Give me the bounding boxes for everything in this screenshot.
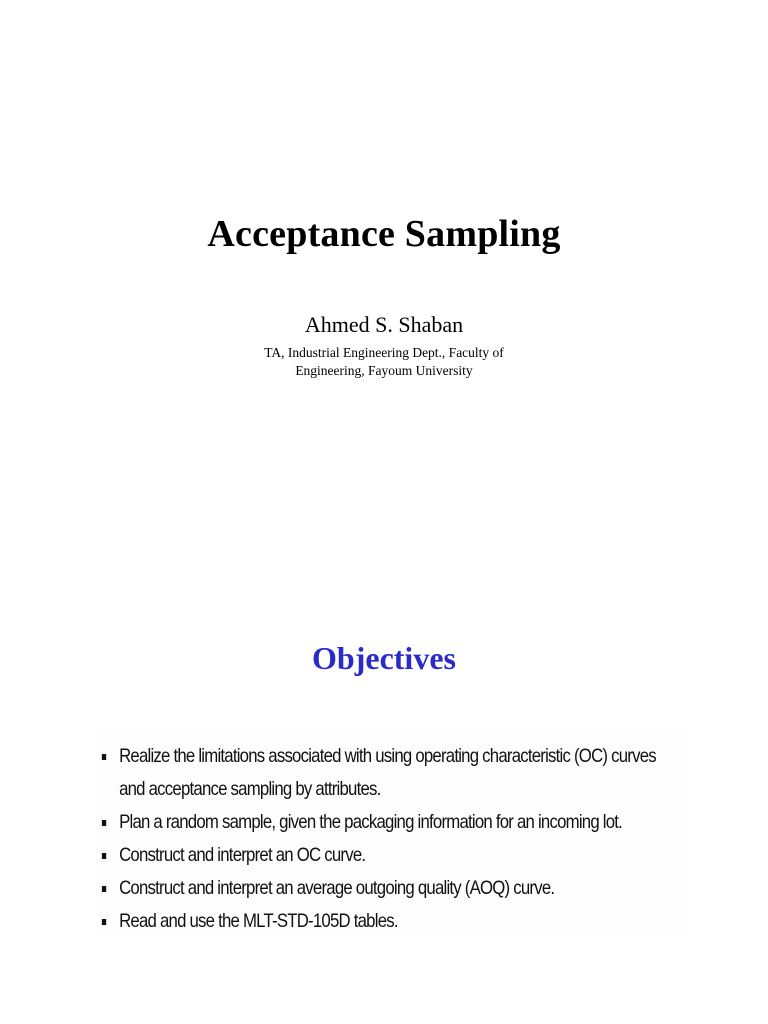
objective-text: Construct and interpret an OC curve. <box>119 844 366 866</box>
bullet-icon <box>102 886 106 892</box>
bullet-icon <box>102 820 106 826</box>
objectives-heading: Objectives <box>312 640 456 676</box>
objective-text: and acceptance sampling by attributes. <box>119 778 381 800</box>
author-name: Ahmed S. Shaban <box>304 312 464 337</box>
objective-item-continuation <box>95 773 688 806</box>
objective-item <box>95 872 688 905</box>
objectives-list-image <box>95 728 688 938</box>
objective-text: Realize the limitations associated with using operating characteristic (OC) curves <box>119 745 656 767</box>
bullet-icon <box>102 853 106 859</box>
affiliation-line-2: Engineering, Fayoum University <box>295 363 473 378</box>
author-affiliation <box>0 344 768 380</box>
objective-text: Read and use the MLT-STD-105D tables. <box>119 910 398 932</box>
objective-text: Plan a random sample, given the packaging information for an incoming lot. <box>119 811 623 833</box>
objective-item <box>95 839 688 872</box>
objective-text: Construct and interpret an average outgoing quality (AOQ) curve. <box>119 877 555 899</box>
document-title: Acceptance Sampling <box>207 213 561 255</box>
affiliation-line-1: TA, Industrial Engineering Dept., Faculty of <box>264 345 504 360</box>
bullet-icon <box>102 919 106 925</box>
objective-item <box>95 740 688 773</box>
objectives-list <box>95 728 688 938</box>
bullet-icon <box>102 754 106 760</box>
objective-item <box>95 806 688 839</box>
objective-item <box>95 905 688 938</box>
